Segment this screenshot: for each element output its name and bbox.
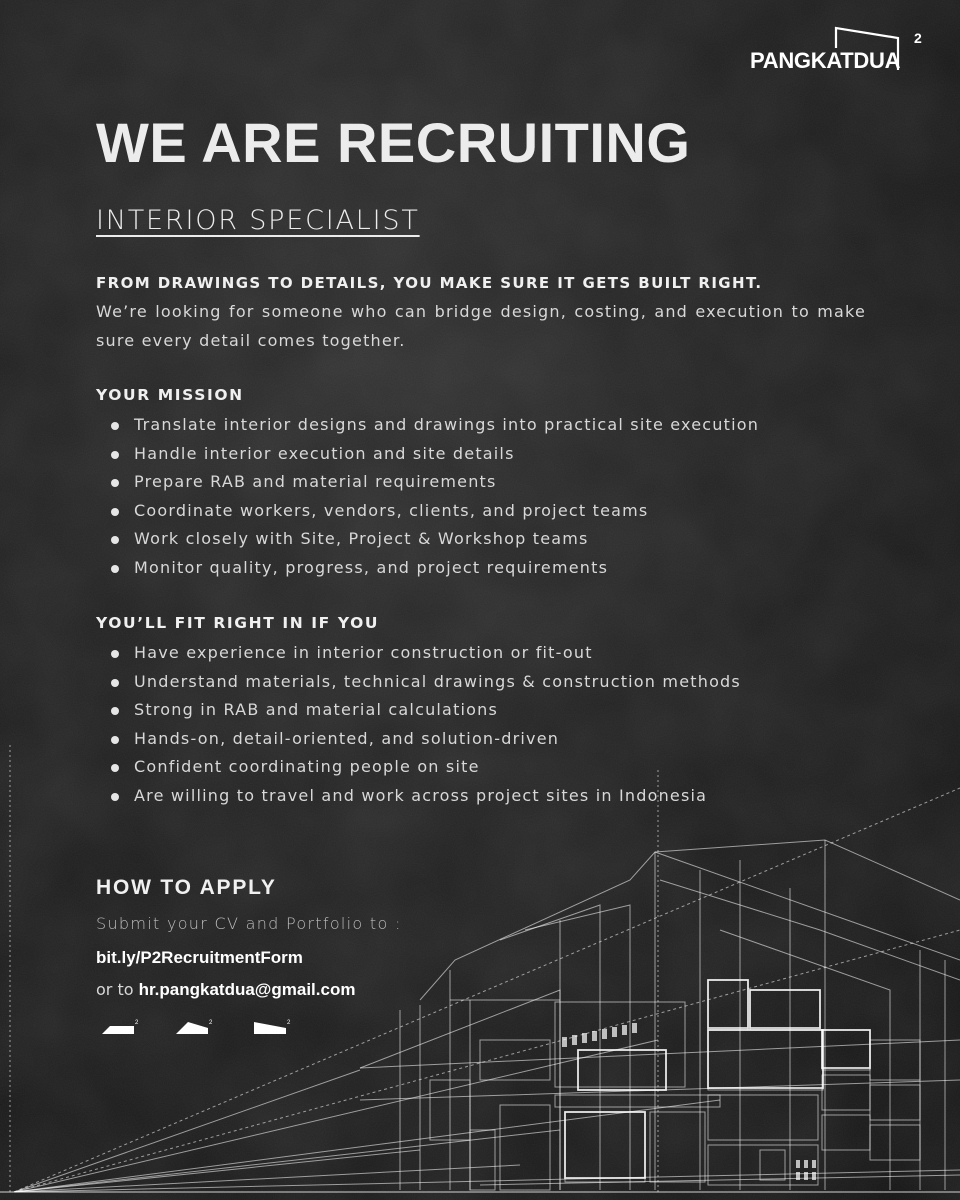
email-row [96, 980, 355, 1000]
list-item: Have experience in interior construction or fit-out [96, 639, 876, 668]
logo-wordmark: PANGKATDUA [750, 48, 901, 73]
mark-superscript: 2 [209, 1020, 213, 1026]
headline: WE ARE RECRUITING [96, 111, 691, 174]
list-item: Strong in RAB and material calculations [96, 696, 876, 725]
mark-superscript: 2 [287, 1020, 291, 1026]
intro-paragraph: We’re looking for someone who can bridge design, costing, and execution to make sure every detail comes together. [96, 302, 866, 350]
email-address[interactable]: hr.pangkatdua@gmail.com [138, 980, 356, 999]
apply-instructions: Submit your CV and Portfolio to : [96, 914, 402, 933]
flat-roof-mark-icon [100, 1018, 140, 1038]
gable-roof-mark-icon [174, 1018, 214, 1038]
mission-heading: YOUR MISSION [96, 386, 244, 404]
list-item: Translate interior designs and drawings into practical site execution [96, 411, 876, 440]
list-item: Coordinate workers, vendors, clients, and project teams [96, 497, 876, 526]
tagline: FROM DRAWINGS TO DETAILS, YOU MAKE SURE IT GETS BUILT RIGHT. [96, 274, 763, 292]
brand-logo [748, 26, 928, 76]
logo-superscript: 2 [914, 30, 922, 46]
list-item: Understand materials, technical drawings & construction methods [96, 668, 876, 697]
fit-heading: YOU’LL FIT RIGHT IN IF YOU [96, 614, 380, 632]
mission-list [96, 411, 876, 582]
role-title: INTERIOR SPECIALIST [96, 205, 420, 236]
list-item: Monitor quality, progress, and project requirements [96, 554, 876, 583]
list-item: Prepare RAB and material requirements [96, 468, 876, 497]
mark-superscript: 2 [135, 1020, 139, 1026]
slanted-roof-mark-icon [252, 1018, 292, 1038]
list-item: Handle interior execution and site details [96, 440, 876, 469]
recruitment-form-link[interactable]: bit.ly/P2RecruitmentForm [96, 948, 303, 967]
list-item: Are willing to travel and work across project sites in Indonesia [96, 782, 876, 811]
apply-heading: HOW TO APPLY [96, 876, 277, 899]
list-item: Work closely with Site, Project & Workshop teams [96, 525, 876, 554]
list-item: Hands-on, detail-oriented, and solution-driven [96, 725, 876, 754]
list-item: Confident coordinating people on site [96, 753, 876, 782]
fit-list [96, 639, 876, 810]
email-prefix: or to [96, 980, 134, 999]
